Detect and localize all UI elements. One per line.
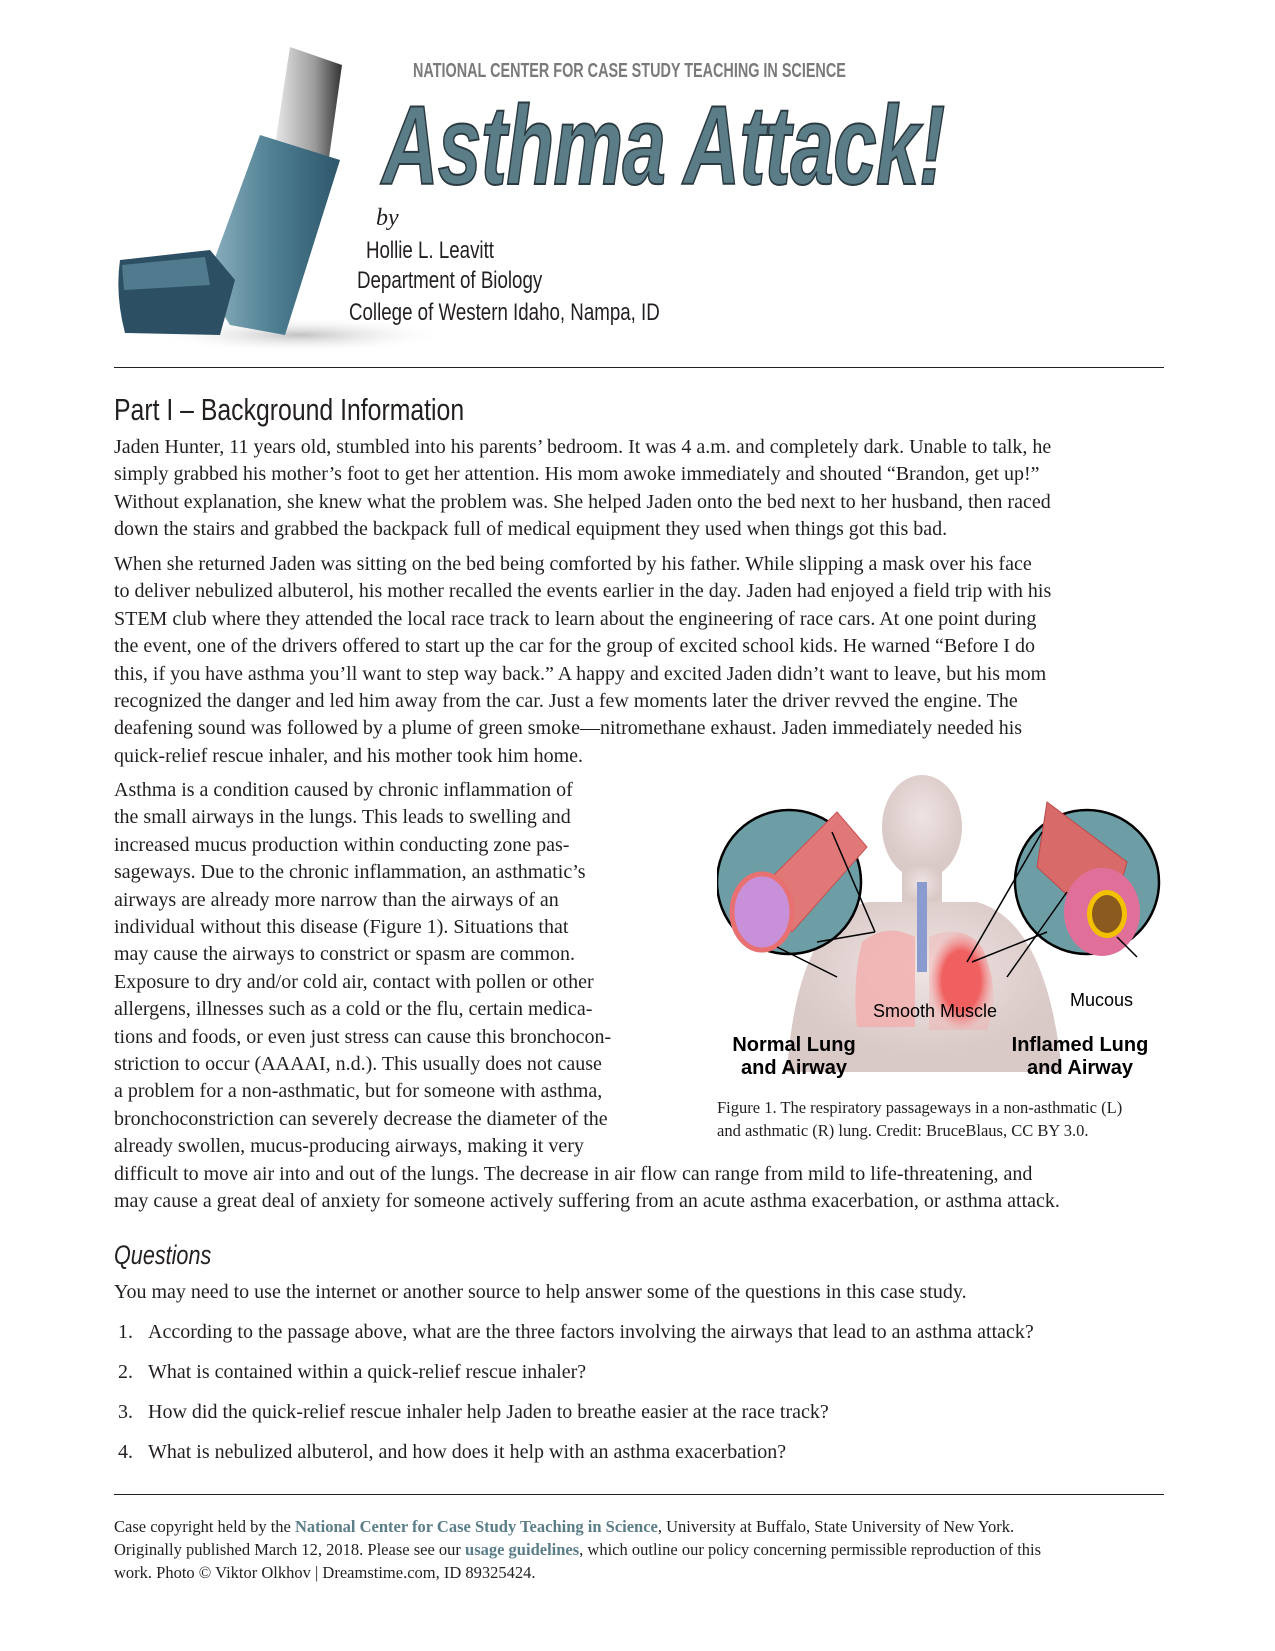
question-item (118, 1439, 786, 1466)
question-text: What is nebulized albuterol, and how does it help with an asthma exacerbation? (148, 1441, 787, 1463)
paragraph-line: bronchoconstriction can severely decrease the diameter of the (114, 1107, 608, 1130)
footer-line1 (114, 1515, 1014, 1538)
label-normal-line1: Normal Lung (732, 1034, 856, 1056)
figure-caption-line2: and asthmatic (R) lung. Credit: BruceBlaus, CC BY 3.0. (717, 1121, 1089, 1140)
author-name: Hollie L. Leavitt (366, 237, 494, 264)
footer-text: Originally published March 12, 2018. Please see our (114, 1540, 466, 1559)
author-department: Department of Biology (357, 267, 543, 294)
label-normal-lung (724, 1034, 864, 1080)
paragraph-line: striction to occur (AAAAI, n.d.). This usually does not cause (114, 1053, 602, 1075)
label-inflamed-line2: and Airway (1027, 1057, 1133, 1079)
paragraph-line: airways are already more narrow than the airways of an (114, 888, 559, 911)
paragraph-line: already swollen, mucus-producing airways, making it very (114, 1135, 584, 1158)
header-divider (114, 367, 1164, 368)
paragraph-line: STEM club where they attended the local race track to learn about the engineering of race cars. At one point during (114, 607, 1037, 630)
question-number: 4. (118, 1441, 133, 1463)
paragraph-line: quick-relief rescue inhaler, and his mother took him home. (114, 744, 584, 767)
questions-intro: You may need to use the internet or another source to help answer some of the questions in this case study. (114, 1281, 967, 1303)
question-number: 1. (118, 1321, 133, 1343)
section-heading: Part I – Background Information (114, 392, 465, 427)
paragraph-line: Without explanation, she knew what the problem was. She helped Jaden onto the bed next to her husband, then raced (114, 490, 1051, 513)
paragraph-line: the event, one of the drivers offered to start up the car for the group of excited school kids. He warned “Before I do (114, 635, 1035, 658)
paragraph-line: increased mucus production within conducting zone pas- (114, 833, 570, 856)
paragraph-line: recognized the danger and led him away from the car. Just a few moments later the driver revved the engine. The (114, 690, 1018, 712)
footer-line3: work. Photo © Viktor Olkhov | Dreamstime.com, ID 89325424. (114, 1563, 536, 1582)
question-text: What is contained within a quick-relief rescue inhaler? (148, 1361, 587, 1383)
paragraph-line: the small airways in the lungs. This leads to swelling and (114, 806, 571, 829)
paragraph-line: may cause the airways to constrict or spasm are common. (114, 943, 575, 966)
question-text: According to the passage above, what are the three factors involving the airways that lead to an asthma attack? (148, 1321, 1034, 1343)
paragraph-line: a problem for a non-asthmatic, but for someone with asthma, (114, 1080, 603, 1103)
paragraph-line: to deliver nebulized albuterol, his mother recalled the events earlier in the day. Jaden had enjoyed a field trip with his (114, 580, 1052, 603)
paragraph-line: deafening sound was followed by a plume of green smoke—nitromethane exhaust. Jaden immediately needed his (114, 717, 1023, 740)
label-inflamed-line1: Inflamed Lung (1011, 1034, 1149, 1056)
footer-text: Case copyright held by the (114, 1517, 296, 1536)
case-title: Asthma Attack! (382, 83, 945, 208)
label-inflamed-lung (1000, 1034, 1160, 1080)
label-smooth-muscle: Smooth Muscle (873, 1001, 998, 1021)
question-number: 3. (118, 1401, 133, 1423)
paragraph-line: tions and foods, or even just stress can cause this bronchocon- (114, 1025, 612, 1048)
question-item (118, 1359, 586, 1386)
paragraph-line: When she returned Jaden was sitting on the bed being comforted by his father. While slipping a mask over his face (114, 553, 1032, 575)
questions-heading: Questions (114, 1240, 212, 1270)
paragraph-line: sageways. Due to the chronic inflammation, an asthmatic’s (114, 861, 586, 884)
label-normal-line2: and Airway (741, 1057, 847, 1079)
paragraph-line: down the stairs and grabbed the backpack full of medical equipment they used when things got this bad. (114, 518, 948, 541)
footer-divider (114, 1494, 1164, 1495)
footer-text: , University at Buffalo, State University of New York. (657, 1517, 1015, 1536)
question-item (118, 1399, 829, 1426)
paragraph-line: Jaden Hunter, 11 years old, stumbled into his parents’ bedroom. It was 4 a.m. and completely dark. Unable to talk, he (114, 436, 1052, 458)
paragraph-line: Asthma is a condition caused by chronic inflammation of (114, 779, 573, 801)
usage-guidelines-link[interactable]: usage guidelines (465, 1540, 580, 1559)
paragraph-line: difficult to move air into and out of the lungs. The decrease in air flow can range from mild to life-threatening, and (114, 1162, 1033, 1185)
paragraph-line: simply grabbed his mother’s foot to get her attention. His mom awoke immediately and shouted “Brandon, get up!” (114, 463, 1040, 486)
label-mucous: Mucous (1070, 990, 1134, 1010)
paragraph-line: individual without this disease (Figure 1). Situations that (114, 916, 569, 938)
question-number: 2. (118, 1361, 133, 1383)
paragraph-line: this, if you have asthma you’ll want to step way back.” A happy and excited Jaden didn’t want to leave, but his mom (114, 662, 1047, 685)
question-text: How did the quick-relief rescue inhaler help Jaden to breathe easier at the race track? (148, 1401, 829, 1423)
by-label: by (376, 205, 399, 231)
footer-line2 (114, 1538, 1041, 1561)
figure-caption-line1: Figure 1. The respiratory passageways in a non-asthmatic (L) (717, 1098, 1123, 1117)
footer-text: , which outline our policy concerning permissible reproduction of this (579, 1540, 1042, 1559)
question-item (118, 1319, 1034, 1346)
organization-name: NATIONAL CENTER FOR CASE STUDY TEACHING IN SCIENCE (413, 60, 846, 82)
paragraph-line: may cause a great deal of anxiety for someone actively suffering from an acute asthma exacerbation, or asthma attack. (114, 1190, 1060, 1212)
paragraph-line: allergens, illnesses such as a cold or the flu, certain medica- (114, 998, 593, 1021)
author-institution: College of Western Idaho, Nampa, ID (349, 299, 660, 326)
paragraph-line: Exposure to dry and/or cold air, contact with pollen or other (114, 970, 594, 993)
nccstt-link[interactable]: National Center for Case Study Teaching in Science (295, 1517, 658, 1536)
